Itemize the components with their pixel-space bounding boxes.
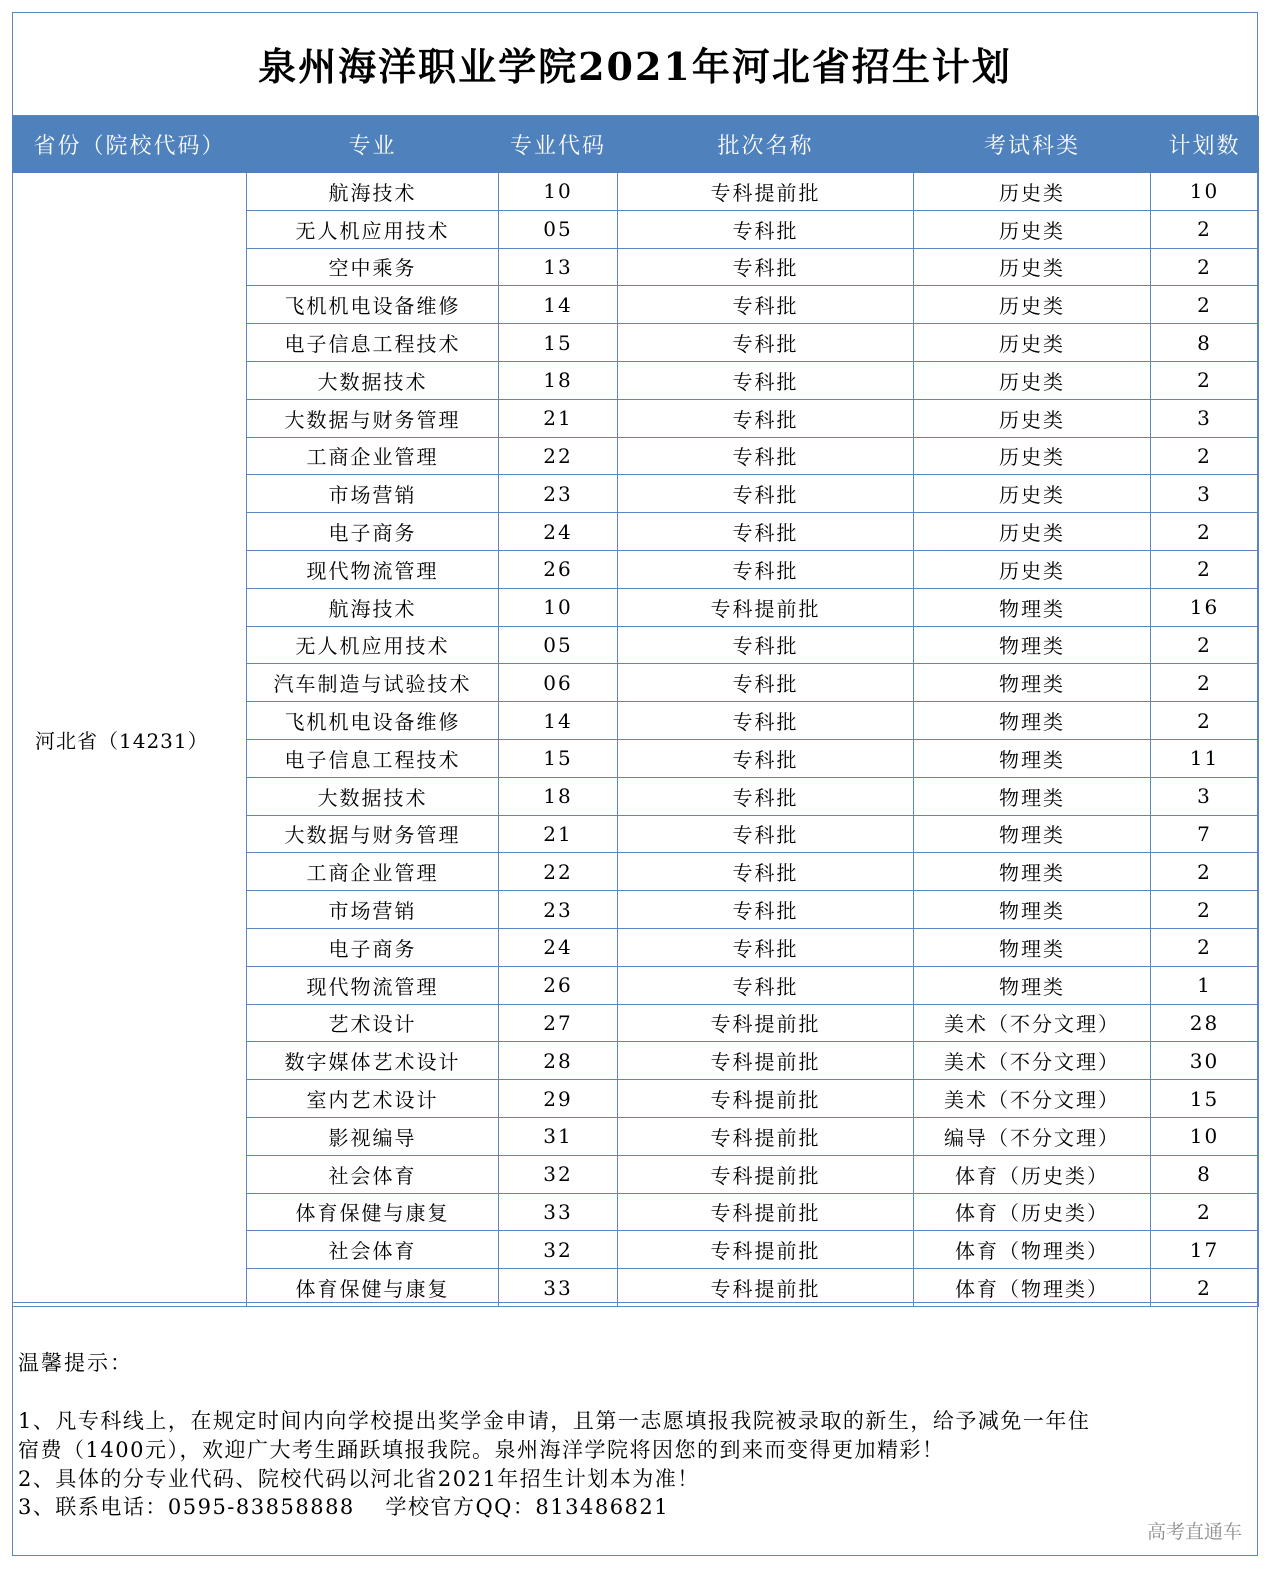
exam-category-cell: 历史类: [914, 210, 1151, 248]
exam-category-cell: 历史类: [914, 173, 1151, 211]
batch-cell: 专科提前批: [618, 588, 914, 626]
exam-category-cell: 美术（不分文理）: [914, 1042, 1151, 1080]
major-cell: 市场营销: [247, 891, 499, 929]
batch-cell: 专科批: [618, 664, 914, 702]
major-cell: 汽车制造与试验技术: [247, 664, 499, 702]
plan-count-cell: 2: [1151, 664, 1259, 702]
major-cell: 电子商务: [247, 928, 499, 966]
exam-category-cell: 体育（物理类）: [914, 1269, 1151, 1307]
header-major-code: 专业代码: [499, 117, 618, 173]
plan-count-cell: 28: [1151, 1004, 1259, 1042]
major-code-cell: 22: [499, 437, 618, 475]
plan-count-cell: 3: [1151, 399, 1259, 437]
plan-count-cell: 2: [1151, 513, 1259, 551]
page-title: 泉州海洋职业学院2021年河北省招生计划: [12, 12, 1258, 116]
plan-count-cell: 2: [1151, 1193, 1259, 1231]
batch-cell: 专科批: [618, 550, 914, 588]
major-cell: 工商企业管理: [247, 437, 499, 475]
table-row: [13, 173, 1259, 211]
exam-category-cell: 编导（不分文理）: [914, 1117, 1151, 1155]
exam-category-cell: 历史类: [914, 550, 1151, 588]
exam-category-cell: 物理类: [914, 702, 1151, 740]
plan-count-cell: 2: [1151, 361, 1259, 399]
plan-count-cell: 30: [1151, 1042, 1259, 1080]
exam-category-cell: 历史类: [914, 475, 1151, 513]
major-code-cell: 31: [499, 1117, 618, 1155]
major-cell: 航海技术: [247, 588, 499, 626]
major-code-cell: 10: [499, 173, 618, 211]
exam-category-cell: 物理类: [914, 588, 1151, 626]
plan-count-cell: 2: [1151, 626, 1259, 664]
batch-cell: 专科提前批: [618, 1042, 914, 1080]
major-code-cell: 05: [499, 210, 618, 248]
table-body: [13, 173, 1259, 1307]
plan-count-cell: 2: [1151, 210, 1259, 248]
major-code-cell: 33: [499, 1193, 618, 1231]
plan-count-cell: 2: [1151, 248, 1259, 286]
major-cell: 体育保健与康复: [247, 1193, 499, 1231]
exam-category-cell: 体育（历史类）: [914, 1155, 1151, 1193]
table-header-row: [13, 117, 1259, 173]
batch-cell: 专科批: [618, 399, 914, 437]
major-cell: 大数据技术: [247, 361, 499, 399]
batch-cell: 专科提前批: [618, 1155, 914, 1193]
major-cell: 大数据技术: [247, 777, 499, 815]
enrollment-plan-table: [12, 116, 1259, 1307]
plan-count-cell: 15: [1151, 1080, 1259, 1118]
batch-cell: 专科批: [618, 815, 914, 853]
major-cell: 航海技术: [247, 173, 499, 211]
major-cell: 室内艺术设计: [247, 1080, 499, 1118]
major-cell: 无人机应用技术: [247, 210, 499, 248]
plan-count-cell: 2: [1151, 437, 1259, 475]
major-code-cell: 23: [499, 475, 618, 513]
plan-count-cell: 2: [1151, 928, 1259, 966]
batch-cell: 专科批: [618, 324, 914, 362]
header-province: 省份（院校代码）: [13, 117, 247, 173]
major-cell: 社会体育: [247, 1155, 499, 1193]
major-cell: 现代物流管理: [247, 966, 499, 1004]
plan-count-cell: 7: [1151, 815, 1259, 853]
exam-category-cell: 物理类: [914, 739, 1151, 777]
major-cell: 电子信息工程技术: [247, 739, 499, 777]
major-cell: 飞机机电设备维修: [247, 286, 499, 324]
note-line-2: 2、具体的分专业代码、院校代码以河北省2021年招生计划本为准！: [18, 1467, 700, 1491]
exam-category-cell: 历史类: [914, 513, 1151, 551]
major-code-cell: 14: [499, 286, 618, 324]
major-cell: 工商企业管理: [247, 853, 499, 891]
exam-category-cell: 历史类: [914, 437, 1151, 475]
plan-count-cell: 1: [1151, 966, 1259, 1004]
header-exam-category: 考试科类: [914, 117, 1151, 173]
batch-cell: 专科批: [618, 210, 914, 248]
plan-count-cell: 3: [1151, 475, 1259, 513]
major-code-cell: 32: [499, 1231, 618, 1269]
major-code-cell: 27: [499, 1004, 618, 1042]
batch-cell: 专科提前批: [618, 1004, 914, 1042]
batch-cell: 专科批: [618, 891, 914, 929]
batch-cell: 专科批: [618, 248, 914, 286]
major-cell: 无人机应用技术: [247, 626, 499, 664]
exam-category-cell: 物理类: [914, 664, 1151, 702]
plan-count-cell: 2: [1151, 286, 1259, 324]
major-code-cell: 18: [499, 777, 618, 815]
batch-cell: 专科批: [618, 928, 914, 966]
major-code-cell: 21: [499, 399, 618, 437]
batch-cell: 专科批: [618, 777, 914, 815]
exam-category-cell: 物理类: [914, 928, 1151, 966]
major-code-cell: 24: [499, 928, 618, 966]
exam-category-cell: 历史类: [914, 324, 1151, 362]
major-code-cell: 06: [499, 664, 618, 702]
header-batch: 批次名称: [618, 117, 914, 173]
major-cell: 现代物流管理: [247, 550, 499, 588]
exam-category-cell: 美术（不分文理）: [914, 1080, 1151, 1118]
major-code-cell: 32: [499, 1155, 618, 1193]
batch-cell: 专科批: [618, 626, 914, 664]
major-code-cell: 10: [499, 588, 618, 626]
plan-count-cell: 2: [1151, 1269, 1259, 1307]
major-cell: 艺术设计: [247, 1004, 499, 1042]
major-code-cell: 33: [499, 1269, 618, 1307]
plan-count-cell: 10: [1151, 1117, 1259, 1155]
exam-category-cell: 体育（历史类）: [914, 1193, 1151, 1231]
batch-cell: 专科提前批: [618, 173, 914, 211]
note-line-1a: 1、凡专科线上，在规定时间内向学校提出奖学金申请，且第一志愿填报我院被录取的新生，给予减免一年住: [18, 1409, 1091, 1433]
major-cell: 影视编导: [247, 1117, 499, 1155]
plan-count-cell: 2: [1151, 550, 1259, 588]
batch-cell: 专科提前批: [618, 1269, 914, 1307]
exam-category-cell: 体育（物理类）: [914, 1231, 1151, 1269]
exam-category-cell: 历史类: [914, 361, 1151, 399]
plan-count-cell: 2: [1151, 853, 1259, 891]
major-cell: 电子商务: [247, 513, 499, 551]
plan-count-cell: 17: [1151, 1231, 1259, 1269]
major-code-cell: 29: [499, 1080, 618, 1118]
exam-category-cell: 历史类: [914, 248, 1151, 286]
exam-category-cell: 物理类: [914, 815, 1151, 853]
exam-category-cell: 物理类: [914, 966, 1151, 1004]
plan-count-cell: 10: [1151, 173, 1259, 211]
exam-category-cell: 美术（不分文理）: [914, 1004, 1151, 1042]
note-line-1b: 宿费（1400元），欢迎广大考生踊跃填报我院。泉州海洋学院将因您的到来而变得更加精彩！: [18, 1438, 945, 1462]
header-major: 专业: [247, 117, 499, 173]
major-code-cell: 18: [499, 361, 618, 399]
batch-cell: 专科批: [618, 966, 914, 1004]
watermark-text: 高考直通车: [1146, 1521, 1242, 1543]
batch-cell: 专科批: [618, 475, 914, 513]
exam-category-cell: 历史类: [914, 399, 1151, 437]
major-cell: 市场营销: [247, 475, 499, 513]
major-cell: 大数据与财务管理: [247, 399, 499, 437]
notes-section: [12, 1302, 1258, 1556]
exam-category-cell: 历史类: [914, 286, 1151, 324]
major-code-cell: 15: [499, 739, 618, 777]
major-code-cell: 05: [499, 626, 618, 664]
exam-category-cell: 物理类: [914, 853, 1151, 891]
header-plan-count: 计划数: [1151, 117, 1259, 173]
batch-cell: 专科批: [618, 513, 914, 551]
batch-cell: 专科提前批: [618, 1117, 914, 1155]
batch-cell: 专科批: [618, 853, 914, 891]
major-cell: 社会体育: [247, 1231, 499, 1269]
batch-cell: 专科批: [618, 437, 914, 475]
major-code-cell: 24: [499, 513, 618, 551]
batch-cell: 专科批: [618, 361, 914, 399]
major-code-cell: 23: [499, 891, 618, 929]
batch-cell: 专科提前批: [618, 1193, 914, 1231]
batch-cell: 专科批: [618, 702, 914, 740]
exam-category-cell: 物理类: [914, 626, 1151, 664]
plan-count-cell: 8: [1151, 324, 1259, 362]
plan-count-cell: 2: [1151, 702, 1259, 740]
major-cell: 空中乘务: [247, 248, 499, 286]
batch-cell: 专科提前批: [618, 1231, 914, 1269]
major-code-cell: 28: [499, 1042, 618, 1080]
major-cell: 大数据与财务管理: [247, 815, 499, 853]
major-code-cell: 21: [499, 815, 618, 853]
note-line-3: 3、联系电话：0595-83858888 学校官方QQ：813486821: [18, 1495, 670, 1519]
batch-cell: 专科批: [618, 286, 914, 324]
exam-category-cell: 物理类: [914, 777, 1151, 815]
major-code-cell: 26: [499, 550, 618, 588]
major-code-cell: 14: [499, 702, 618, 740]
major-cell: 飞机机电设备维修: [247, 702, 499, 740]
plan-count-cell: 2: [1151, 891, 1259, 929]
plan-count-cell: 16: [1151, 588, 1259, 626]
major-code-cell: 22: [499, 853, 618, 891]
major-cell: 电子信息工程技术: [247, 324, 499, 362]
major-cell: 数字媒体艺术设计: [247, 1042, 499, 1080]
major-cell: 体育保健与康复: [247, 1269, 499, 1307]
plan-count-cell: 8: [1151, 1155, 1259, 1193]
major-code-cell: 26: [499, 966, 618, 1004]
notes-heading: 温馨提示：: [18, 1351, 133, 1375]
plan-count-cell: 3: [1151, 777, 1259, 815]
major-code-cell: 13: [499, 248, 618, 286]
major-code-cell: 15: [499, 324, 618, 362]
province-cell: 河北省（14231）: [13, 173, 247, 1307]
plan-count-cell: 11: [1151, 739, 1259, 777]
batch-cell: 专科提前批: [618, 1080, 914, 1118]
batch-cell: 专科批: [618, 739, 914, 777]
exam-category-cell: 物理类: [914, 891, 1151, 929]
